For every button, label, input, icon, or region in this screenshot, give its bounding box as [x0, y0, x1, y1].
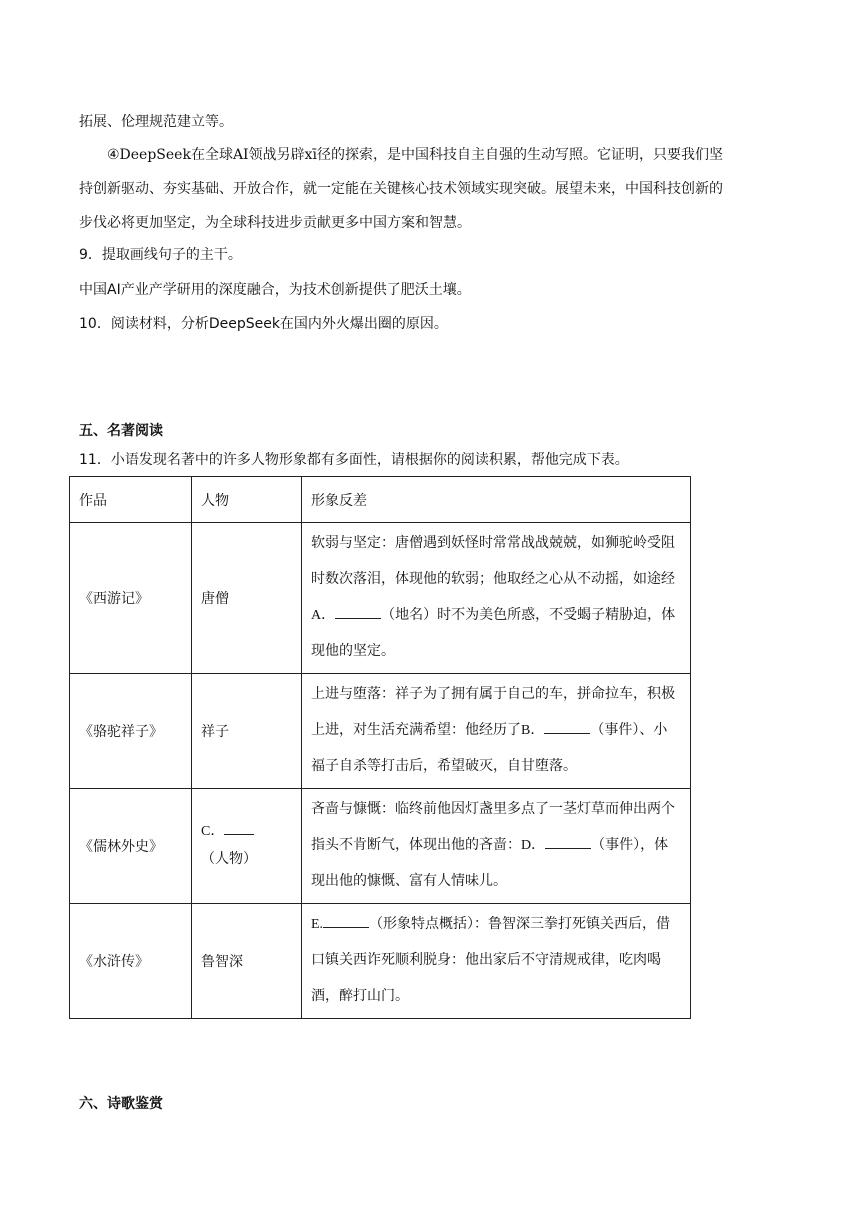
work-cell: 《西游记》	[70, 523, 192, 674]
contrast-text-a: 吝啬与慷慨：临终前他因灯盏里多点了一茎灯草而伸出两个指头不肯断气，体现出他的吝啬：D．	[311, 802, 675, 853]
header-person: 人物	[192, 477, 302, 523]
paragraph-4-line-1	[79, 138, 791, 172]
paragraph-4-line-1-text: ④DeepSeek在全球AI领战另辟xī径的探索，是中国科技自主自强的生动写照。它证明，只要我们坚	[107, 147, 723, 163]
paragraph-4-line-2: 持创新驱动、夯实基础、开放合作，就一定能在关键核心技术领域实现突破。展望未来，中国科技创新的	[79, 181, 723, 197]
paragraph-4-line-3: 步伐必将更加坚定，为全球科技进步贡献更多中国方案和智慧。	[79, 215, 471, 231]
question-9-sentence: 中国AI产业产学研用的深度融合，为技术创新提供了肥沃土壤。	[79, 282, 471, 298]
paragraph-4	[79, 138, 791, 240]
blank-e-input[interactable]	[323, 913, 369, 928]
table-row	[70, 904, 691, 1019]
person-cell	[192, 789, 302, 904]
question-10-prompt: 10．阅读材料，分析DeepSeek在国内外火爆出圈的原因。	[79, 316, 448, 332]
work-cell: 《儒林外史》	[70, 789, 192, 904]
contrast-text-b: （事件）、小福子自杀等打击后，希望破灭，自甘堕落。	[311, 723, 668, 774]
person-blank-label: C．	[201, 824, 225, 839]
question-11-prompt: 11．小语发现名著中的许多人物形象都有多面性，请根据你的阅读积累，帮他完成下表。	[79, 452, 629, 468]
question-9-prompt: 9．提取画线句子的主干。	[79, 247, 242, 263]
work-cell: 《水浒传》	[70, 904, 192, 1019]
table-row	[70, 523, 691, 674]
blank-c-input[interactable]	[224, 820, 254, 835]
person-blank-line	[201, 818, 292, 846]
contrast-cell	[302, 904, 691, 1019]
person-cell: 祥子	[192, 674, 302, 789]
contrast-cell	[302, 674, 691, 789]
header-contrast: 形象反差	[302, 477, 691, 523]
blank-b-input[interactable]	[544, 719, 590, 734]
contrast-cell	[302, 789, 691, 904]
contrast-text-b: （地名）时不为美色所惑，不受蝎子精胁迫，体现他的坚定。	[311, 608, 676, 659]
person-cell: 唐僧	[192, 523, 302, 674]
contrast-text-a: 软弱与坚定：唐僧遇到妖怪时常常战战兢兢，如狮驼岭受阻时数次落泪，体现他的软弱；他取经之心从不动摇，如途经A．	[311, 536, 675, 623]
contrast-text-b: （事件），体现出他的慷慨、富有人情味儿。	[311, 838, 669, 889]
top-fragment: 拓展、伦理规范建立等。	[79, 114, 233, 130]
section-5-title: 五、名著阅读	[79, 423, 163, 439]
contrast-text-a: 上进与堕落：祥子为了拥有属于自己的车，拼命拉车，积极上进，对生活充满希望：他经历了B．	[311, 687, 675, 738]
table-row	[70, 674, 691, 789]
contrast-text-b: （形象特点概括）：鲁智深三拳打死镇关西后，借口镇关西诈死顺利脱身：他出家后不守清规戒律，吃肉喝酒，醉打山门。	[311, 917, 671, 1004]
table-row	[70, 789, 691, 904]
work-cell: 《骆驼祥子》	[70, 674, 192, 789]
person-cell: 鲁智深	[192, 904, 302, 1019]
person-note: （人物）	[201, 852, 257, 867]
contrast-cell	[302, 523, 691, 674]
contrast-text-a: E.	[311, 917, 324, 932]
works-table	[69, 476, 691, 1019]
blank-d-input[interactable]	[545, 834, 591, 849]
blank-a-input[interactable]	[335, 604, 381, 619]
header-work: 作品	[70, 477, 192, 523]
section-6-title: 六、诗歌鉴赏	[79, 1096, 163, 1112]
table-header-row	[70, 477, 691, 523]
